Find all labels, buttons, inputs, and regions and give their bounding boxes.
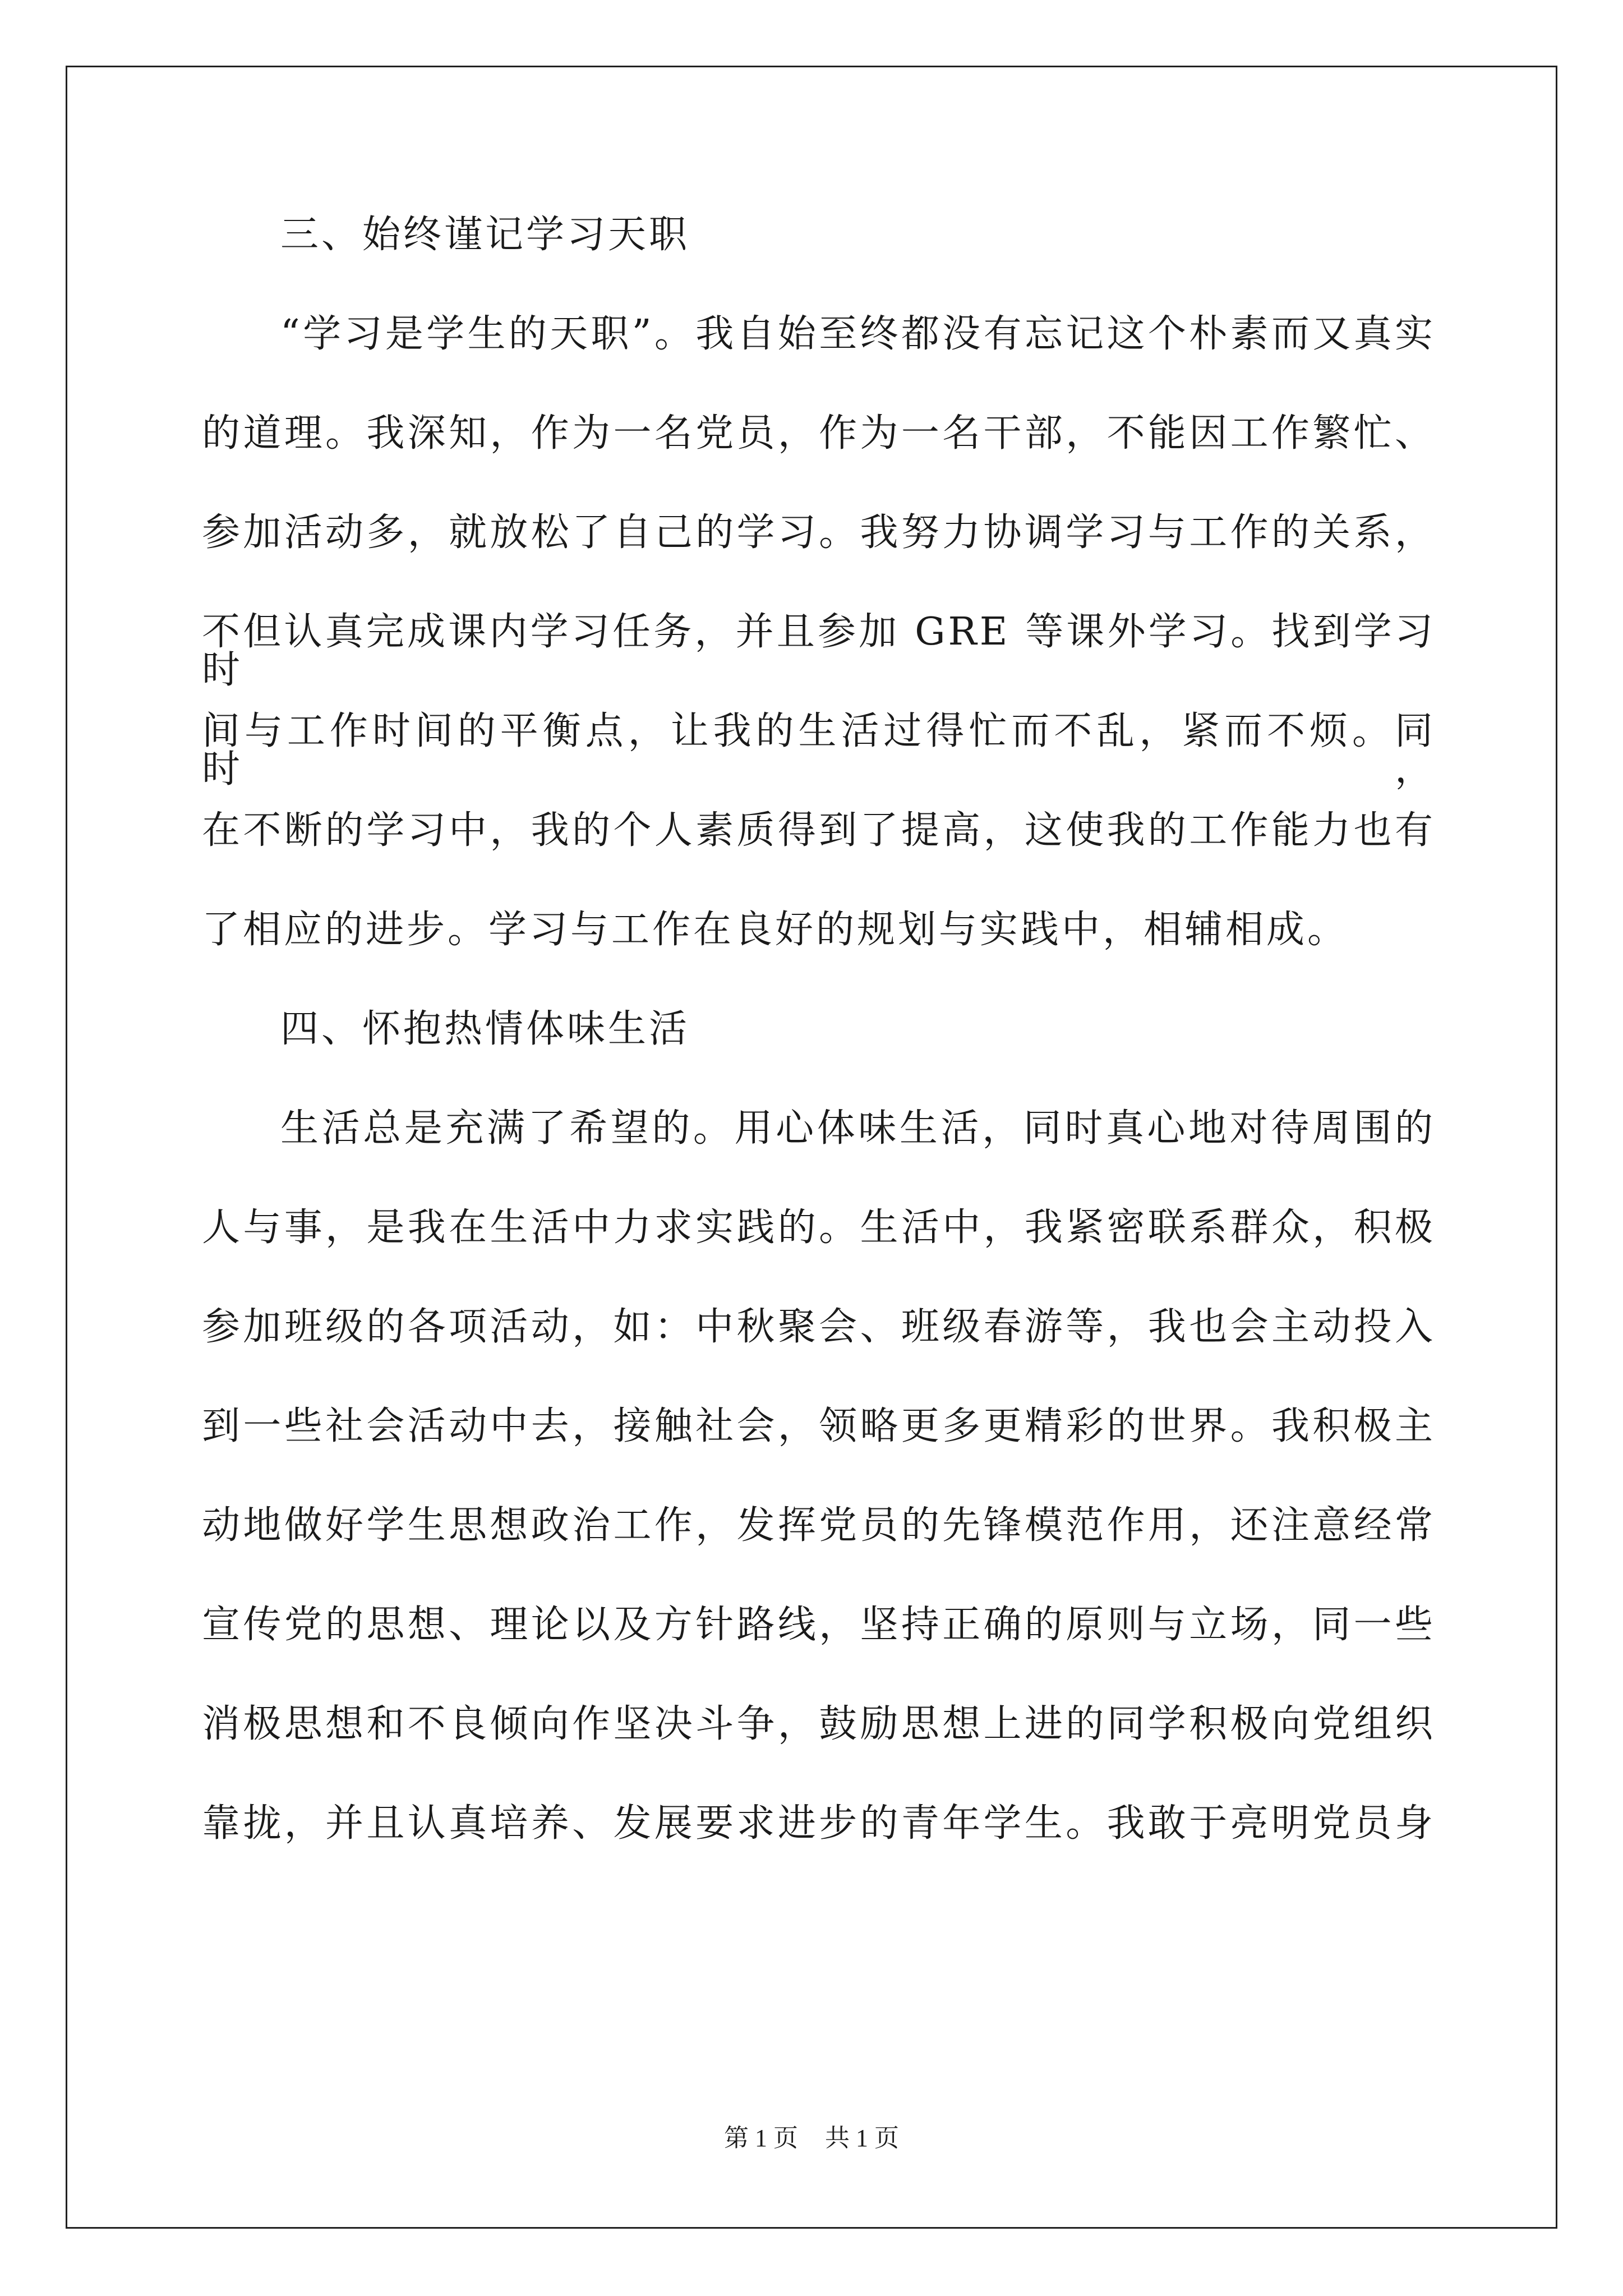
text-line: 动地做好学生思想政治工作，发挥党员的先锋模范作用，还注意经常 <box>202 1503 1436 1548</box>
text-line: 到一些社会活动中去，接触社会，领略更多更精彩的世界。我积极主 <box>202 1404 1436 1448</box>
text-line: 靠拢，并且认真培养、发展要求进步的青年学生。我敢于亮明党员身 <box>202 1801 1436 1846</box>
page-footer <box>0 2126 1623 2151</box>
text-line: 生活总是充满了希望的。用心体味生活，同时真心地对待周围的 <box>280 1106 1436 1151</box>
text-line: 参加活动多，就放松了自己的学习。我努力协调学习与工作的关系， <box>202 510 1436 555</box>
text-line: 消极思想和不良倾向作坚决斗争，鼓励思想上进的同学积极向党组织 <box>202 1702 1436 1746</box>
text-line: “学习是学生的天职”。我自始至终都没有忘记这个朴素而又真实 <box>280 312 1436 356</box>
text-line: 在不断的学习中，我的个人素质得到了提高，这使我的工作能力也有 <box>202 808 1436 853</box>
text-line: 不但认真完成课内学习任务，并且参加 GRE 等课外学习。找到学习时 <box>202 610 1436 692</box>
section-heading: 四、怀抱热情体味生活 <box>280 1007 690 1051</box>
text-line: 了相应的进步。学习与工作在良好的规划与实践中，相辅相成。 <box>202 908 1349 952</box>
text-line: 的道理。我深知，作为一名党员，作为一名干部，不能因工作繁忙、 <box>202 411 1436 455</box>
section-heading: 三、始终谨记学习天职 <box>280 213 690 257</box>
document-body <box>202 213 1436 1904</box>
text-line: 参加班级的各项活动，如：中秋聚会、班级春游等，我也会主动投入 <box>202 1305 1436 1349</box>
page-total: 共 1 页 <box>825 2124 899 2152</box>
page-number: 第 1 页 <box>724 2124 798 2152</box>
text-line: 间与工作时间的平衡点，让我的生活过得忙而不乱，紧而不烦。同时， <box>202 709 1436 792</box>
text-line: 宣传党的思想、理论以及方针路线，坚持正确的原则与立场，同一些 <box>202 1603 1436 1647</box>
text-line: 人与事，是我在生活中力求实践的。生活中，我紧密联系群众，积极 <box>202 1205 1436 1250</box>
